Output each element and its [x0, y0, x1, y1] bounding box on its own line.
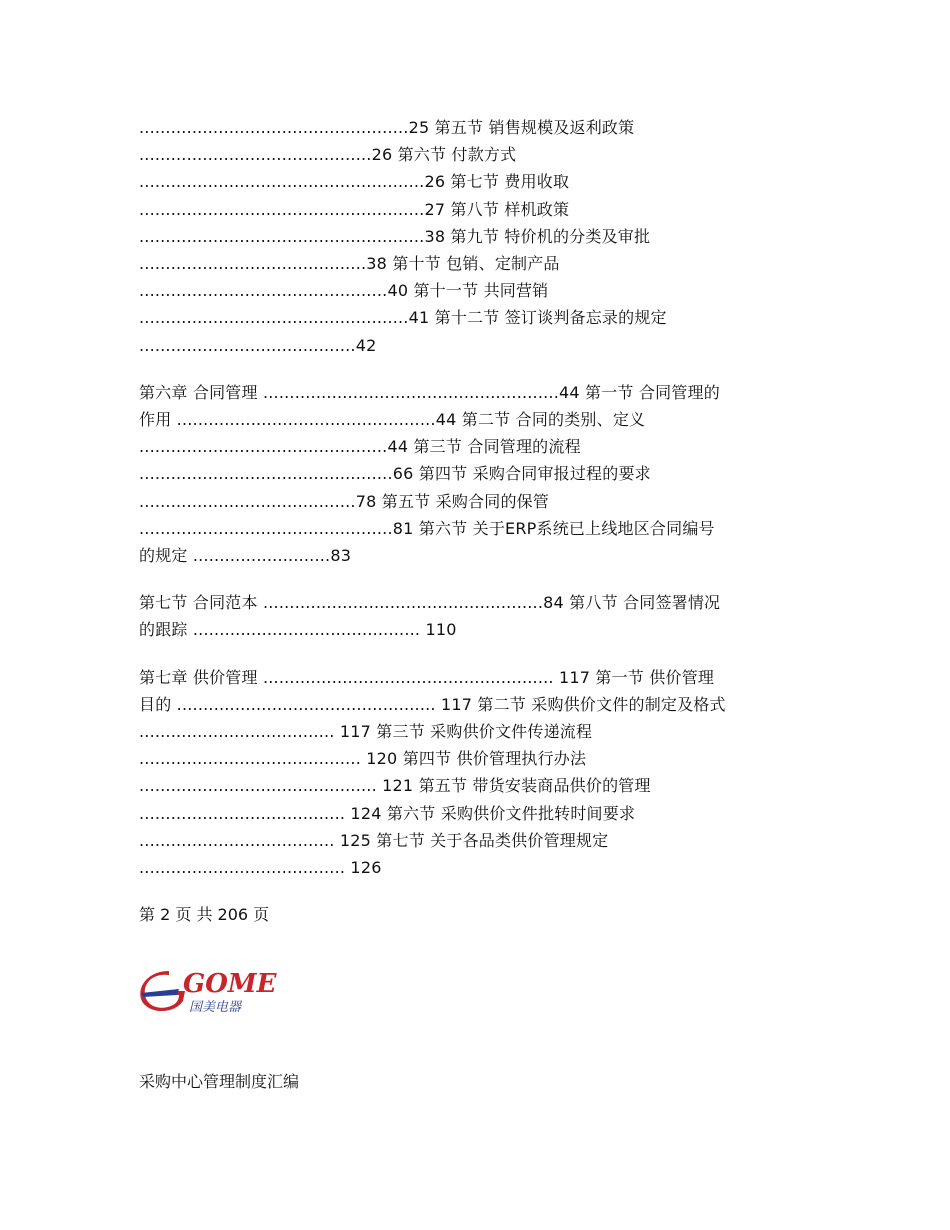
toc-line: ...................................................25 第五节 销售规模及返利政策	[139, 118, 635, 137]
toc-block-chapter5-sections	[139, 114, 811, 359]
toc-line: ..................................... 125 第七节 关于各品类供价管理规定	[139, 830, 609, 850]
logo-chinese-text: 国美电器	[189, 1000, 242, 1015]
toc-line: ..................................... 117 第三节 采购供价文件传递流程	[139, 722, 593, 742]
toc-line: .........................................42	[139, 335, 377, 355]
toc-line: 作用 .................................................44 第二节 合同的类别、定义	[139, 410, 646, 430]
toc-line: 第七章 供价管理 ....................................................... 117 第一节 供价管理	[139, 667, 715, 687]
toc-line: ................................................66 第四节 采购合同审报过程的要求	[139, 464, 651, 484]
document-title: 采购中心管理制度汇编	[139, 1072, 300, 1091]
toc-line: ......................................................38 第九节 特价机的分类及审批	[139, 226, 651, 246]
toc-line: 的规定 ..........................83	[139, 546, 352, 566]
toc-line: .........................................78 第五节 采购合同的保管	[139, 491, 550, 511]
toc-line: ...................................................41 第十二节 签订谈判备忘录的规定	[139, 308, 667, 328]
toc-line: ......................................................27 第八节 样机政策	[139, 199, 570, 219]
toc-line: .......................................... 120 第四节 供价管理执行办法	[139, 749, 587, 769]
toc-line: ............................................26 第六节 付款方式	[139, 145, 517, 165]
toc-line: ...........................................38 第十节 包销、定制产品	[139, 254, 560, 274]
page-number: 第 2 页 共 206 页	[139, 905, 270, 925]
toc-line: ...............................................44 第三节 合同管理的流程	[139, 437, 581, 457]
toc-line: ...............................................40 第十一节 共同营销	[139, 281, 549, 301]
toc-line: ......................................................26 第七节 费用收取	[139, 172, 570, 192]
toc-line: 第六章 合同管理 ........................................................44 第一节 合同管理的	[139, 382, 720, 402]
toc-block-chapter7	[139, 664, 811, 882]
toc-line: 第七节 合同范本 .....................................................84 第八节 合同签署情况	[139, 593, 721, 613]
toc-line: ................................................81 第六节 关于ERP系统已上线地区合同编号	[139, 518, 715, 538]
table-of-contents	[139, 114, 811, 928]
toc-line: 的跟踪 ........................................... 110	[139, 620, 457, 640]
logo-arrow-icon	[141, 989, 179, 997]
toc-block-chapter6	[139, 379, 811, 569]
toc-block-contract-templates	[139, 589, 811, 643]
toc-line: ....................................... 126	[139, 858, 382, 878]
gome-logo	[139, 965, 285, 1017]
logo-brand-text: GOME	[183, 969, 277, 999]
toc-line: ............................................. 121 第五节 带货安装商品供价的管理	[139, 776, 651, 796]
toc-line: 目的 ................................................. 117 第二节 采购供价文件的制定及格式	[139, 694, 726, 714]
gome-logo-graphic	[139, 965, 285, 1017]
toc-line: ....................................... 124 第六节 采购供价文件批转时间要求	[139, 803, 636, 823]
